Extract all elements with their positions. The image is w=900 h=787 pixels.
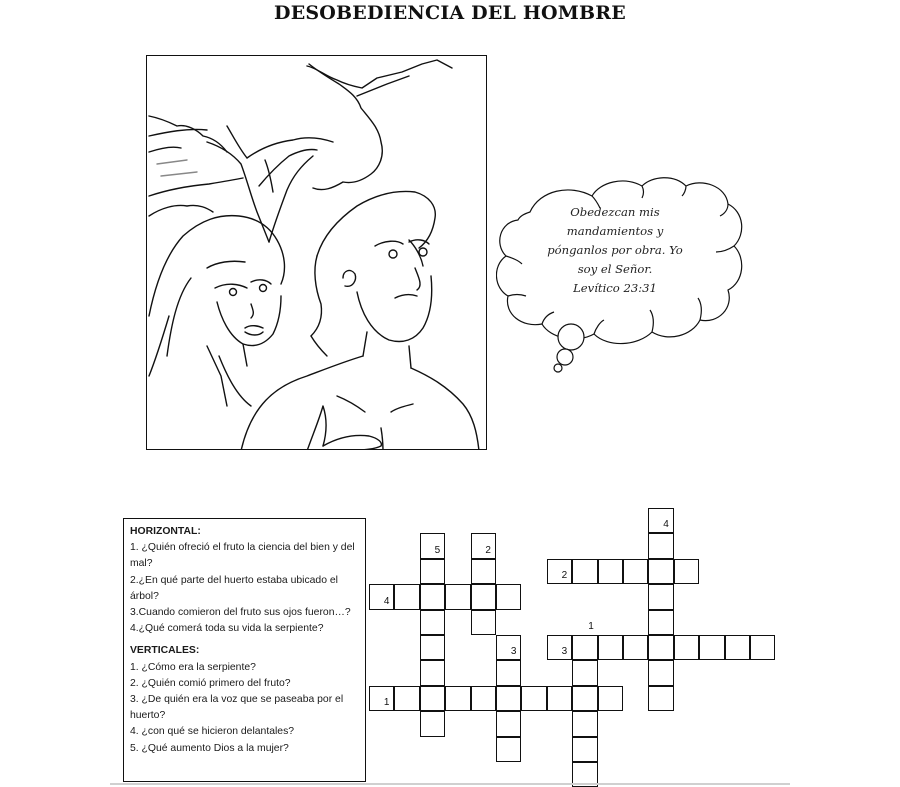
crossword-cell[interactable] <box>420 584 445 609</box>
page-title: DESOBEDIENCIA DEL HOMBRE <box>274 2 626 24</box>
illustration-frame <box>146 55 487 450</box>
crossword-cell[interactable] <box>496 584 521 609</box>
bible-verse <box>542 203 688 298</box>
crossword-cell[interactable] <box>572 635 597 660</box>
crossword-cell[interactable] <box>648 559 673 584</box>
clue-vertical-2: 2. ¿Quién comió primero del fruto? <box>130 677 291 689</box>
crossword-cell[interactable] <box>598 559 623 584</box>
crossword-cell[interactable] <box>547 559 572 584</box>
crossword-cell[interactable] <box>674 559 699 584</box>
page-edge-divider <box>110 783 790 785</box>
crossword-cell[interactable] <box>547 686 572 711</box>
crossword-cell[interactable] <box>420 610 445 635</box>
crossword-cell[interactable] <box>572 660 597 685</box>
crossword-cell[interactable] <box>648 660 673 685</box>
crossword-cell[interactable] <box>572 737 597 762</box>
crossword-cell[interactable] <box>648 584 673 609</box>
crossword-cell[interactable] <box>572 711 597 736</box>
clue-number: 3 <box>510 646 517 658</box>
crossword-cell[interactable] <box>394 686 419 711</box>
adam-eve-illustration <box>147 56 487 450</box>
clue-horizontal-1: 1. ¿Quién ofreció el fruto la ciencia del bien y del mal? <box>130 542 355 570</box>
crossword-cell[interactable] <box>572 686 597 711</box>
clue-number: 1 <box>383 697 390 709</box>
crossword-cell[interactable] <box>420 533 445 558</box>
crossword-cell[interactable] <box>699 635 724 660</box>
verse-line: pónganlos por obra. Yo <box>547 243 683 257</box>
crossword-cell[interactable] <box>496 635 521 660</box>
crossword-cell[interactable] <box>471 610 496 635</box>
clue-number: 1 <box>588 621 594 632</box>
crossword-cell[interactable] <box>623 559 648 584</box>
crossword-cell[interactable] <box>369 584 394 609</box>
crossword-cell[interactable] <box>496 711 521 736</box>
crossword-cell[interactable] <box>394 584 419 609</box>
verse-line: soy el Señor. <box>577 262 653 276</box>
clue-number: 4 <box>663 519 669 531</box>
clue-number: 2 <box>561 570 568 582</box>
thought-bubble <box>496 172 746 377</box>
crossword-cell[interactable] <box>648 508 673 533</box>
crossword-cell[interactable] <box>496 686 521 711</box>
clue-horizontal-3: 3.Cuando comieron del fruto sus ojos fueron…? <box>130 607 351 619</box>
crossword-cell[interactable] <box>420 635 445 660</box>
crossword-cell[interactable] <box>471 584 496 609</box>
verse-line: mandamientos y <box>566 224 664 238</box>
crossword-cell[interactable] <box>648 635 673 660</box>
crossword-cell[interactable] <box>725 635 750 660</box>
clue-number: 5 <box>434 544 441 556</box>
clue-vertical-5: 5. ¿Qué aumento Dios a la mujer? <box>130 742 289 754</box>
crossword-cell[interactable] <box>674 635 699 660</box>
crossword-cell[interactable] <box>572 559 597 584</box>
crossword-cell[interactable] <box>750 635 775 660</box>
crossword-cell[interactable] <box>496 737 521 762</box>
clue-vertical-4: 4. ¿con qué se hicieron delantales? <box>130 726 295 738</box>
crossword-cell[interactable] <box>420 660 445 685</box>
crossword-cell[interactable] <box>369 686 394 711</box>
verse-reference: Levítico 23:31 <box>573 281 657 295</box>
crossword-cell[interactable] <box>471 559 496 584</box>
clue-number: 4 <box>383 595 390 607</box>
clue-number: 3 <box>561 646 568 658</box>
crossword-cell[interactable] <box>420 711 445 736</box>
crossword-cell[interactable] <box>496 660 521 685</box>
crossword-cell[interactable] <box>648 686 673 711</box>
crossword-cell[interactable] <box>471 533 496 558</box>
crossword-cell[interactable] <box>445 686 470 711</box>
clue-number: 2 <box>485 544 491 556</box>
crossword-cell[interactable] <box>648 610 673 635</box>
crossword-cell[interactable] <box>547 635 572 660</box>
clues-box <box>123 518 366 782</box>
crossword-cell[interactable] <box>420 686 445 711</box>
clue-horizontal-2: 2.¿En qué parte del huerto estaba ubicado el árbol? <box>130 574 338 602</box>
crossword-cell[interactable] <box>471 686 496 711</box>
clue-vertical-3: 3. ¿De quién era la voz que se paseaba por el huerto? <box>130 694 344 722</box>
crossword-cell[interactable] <box>521 686 546 711</box>
crossword-cell[interactable] <box>648 533 673 558</box>
clue-vertical-1: 1. ¿Cómo era la serpiente? <box>130 661 256 673</box>
crossword-cell[interactable] <box>598 686 623 711</box>
horizontal-heading: HORIZONTAL: <box>130 526 201 537</box>
crossword-cell[interactable] <box>420 559 445 584</box>
crossword-cell[interactable] <box>623 635 648 660</box>
crossword-cell[interactable] <box>445 584 470 609</box>
crossword-cell[interactable] <box>598 635 623 660</box>
verse-line: Obedezcan mis <box>570 205 660 219</box>
clue-horizontal-4: 4.¿Qué comerá toda su vida la serpiente? <box>130 623 324 635</box>
vertical-heading: VERTICALES: <box>130 645 200 657</box>
